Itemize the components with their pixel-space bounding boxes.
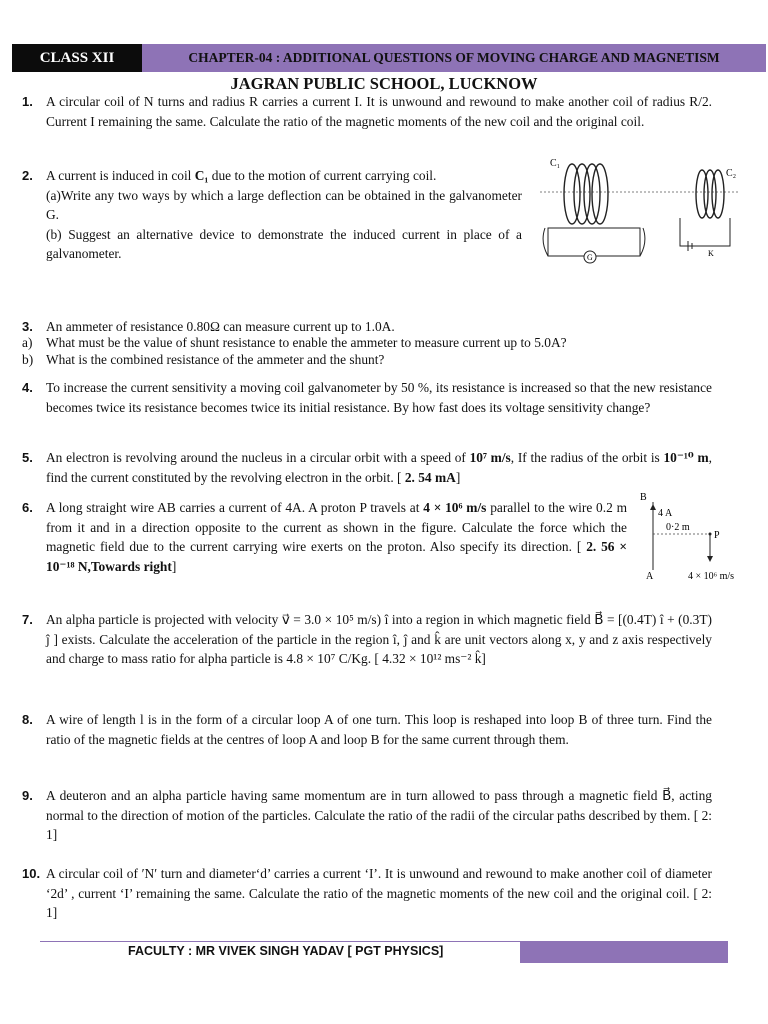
question-number: 6.	[22, 500, 33, 515]
question-text: To increase the current sensitivity a moving coil galvanometer by 50 %, its resistance is increased so that the new resistance becomes twice its resistance becomes twice its initial resistance. By how fast does its voltage sensitivity change?	[46, 380, 712, 415]
question-part-a: (a)Write any two ways by which a large deflection can be obtained in the galvanometer G.	[46, 187, 522, 223]
school-name: JAGRAN PUBLIC SCHOOL, LUCKNOW	[230, 74, 538, 93]
coil-figure	[540, 156, 740, 266]
question-number: 1.	[22, 94, 33, 109]
question-text: A long straight wire AB carries a current of 4A. A proton P travels at 4 × 10⁶ m/s parallel to the wire 0.2 m from it and in a direction opposite to the current as shown in the figure. Calculate the force which the magnetic field due to the current carrying wire exerts on the proton. Also specify its direction. [ 2. 56 × 10⁻¹⁸ N,Towards right]	[46, 500, 627, 574]
question-text: An ammeter of resistance 0.80Ω can measure current up to 1.0A.	[46, 319, 395, 334]
question-4	[22, 378, 712, 417]
current-label: 4 A	[658, 508, 673, 519]
question-3-sub-a: a) What must be the value of shunt resistance to enable the ammeter to measure current up to 5.0A?	[22, 335, 567, 350]
question-text: A circular coil of N turns and radius R carries a current I. It is unwound and rewound to make another coil of radius R/2. Current I remaining the same. Calculate the ratio of the magnetic moments of the new coil and the original coil.	[46, 94, 712, 129]
question-number: 3.	[22, 319, 33, 334]
question-number: 8.	[22, 712, 33, 727]
header-bar	[12, 44, 766, 72]
question-text: An electron is revolving around the nucleus in a circular orbit with a speed of 10⁷ m/s, If the radius of the orbit is 10⁻¹⁰ m, find the current constituted by the revolving electron in the orbit. [ 2. 54 mA]	[46, 450, 713, 485]
question-text: A circular coil of ′N′ turn and diameter‘d’ carries a current ‘I’. It is unwound and rewound to make another coil of diameter ‘2d’ , current ‘I’ remaining the same. Calculate the ratio of the magnetic moments of the new coil and the original coil. [ 2: 1]	[46, 866, 712, 921]
question-2	[22, 166, 522, 264]
proton-speed-label: 4 × 10⁶ m/s	[688, 571, 735, 582]
question-9	[22, 786, 712, 845]
footer-accent-box	[520, 941, 728, 963]
question-number: 10.	[22, 866, 41, 881]
point-a-label: A	[646, 571, 654, 582]
proton-label: P	[714, 530, 720, 541]
question-3-sub-b: b) What is the combined resistance of the ammeter and the shunt?	[22, 352, 385, 367]
question-number: 2.	[22, 168, 33, 183]
question-6	[22, 498, 627, 576]
question-text: A current is induced in coil C₁ due to the motion of current carrying coil. (a)Write any two ways by which a large deflection can be obtained in the galvanometer G. (b) Suggest an alternative device to demonstrate the induced current in place of a galvanometer.	[46, 168, 522, 262]
question-number: 4.	[22, 380, 33, 395]
question-text: An alpha particle is projected with velocity v⃗ = 3.0 × 10⁵ m/s) î into a region in which magnetic field B⃗ = [(0.4T) î + (0.3T) ĵ ] exists. Calculate the acceleration of the particle in the region î, ĵ and k̂ are unit vectors along x, y and z axis respectively and charge to mass ratio for alpha particle is 4.8 × 10⁷ C/Kg. [ 4.32 × 10¹² ms⁻² k̂]	[46, 612, 712, 667]
question-5	[22, 448, 712, 487]
question-number: 7.	[22, 612, 33, 627]
question-part-b: (b) Suggest an alternative device to demonstrate the induced current in place of a galvanometer.	[46, 226, 522, 262]
chapter-title: CHAPTER-04 : ADDITIONAL QUESTIONS OF MOVING CHARGE AND MAGNETISM	[142, 44, 766, 72]
class-label: CLASS XII	[12, 44, 142, 72]
question-7	[22, 610, 712, 669]
question-1	[22, 92, 712, 131]
question-10	[22, 864, 712, 923]
distance-label: 0·2 m	[666, 522, 690, 533]
coil-c2-label: C₂	[726, 168, 737, 179]
question-number: 5.	[22, 450, 33, 465]
question-text: A wire of length l is in the form of a circular loop A of one turn. This loop is reshaped into loop B of three turn. Find the ratio of the magnetic fields at the centres of loop A and loop B for the same current through them.	[46, 712, 712, 747]
question-text: A deuteron and an alpha particle having same momentum are in turn allowed to pass through a magnetic field B⃗, acting normal to the direction of motion of the particles. Calculate the ratio of the radii of the circular paths described by them. [ 2: 1]	[46, 788, 712, 843]
question-number: 9.	[22, 788, 33, 803]
point-b-label: B	[640, 492, 647, 503]
key-label: K	[708, 249, 714, 258]
question-8	[22, 710, 712, 749]
wire-proton-figure	[630, 490, 760, 582]
coil-c1-label: C₁	[550, 158, 561, 169]
footer-faculty: FACULTY : MR VIVEK SINGH YADAV [ PGT PHYSICS]	[128, 944, 444, 958]
galvanometer-label: G	[587, 253, 593, 262]
